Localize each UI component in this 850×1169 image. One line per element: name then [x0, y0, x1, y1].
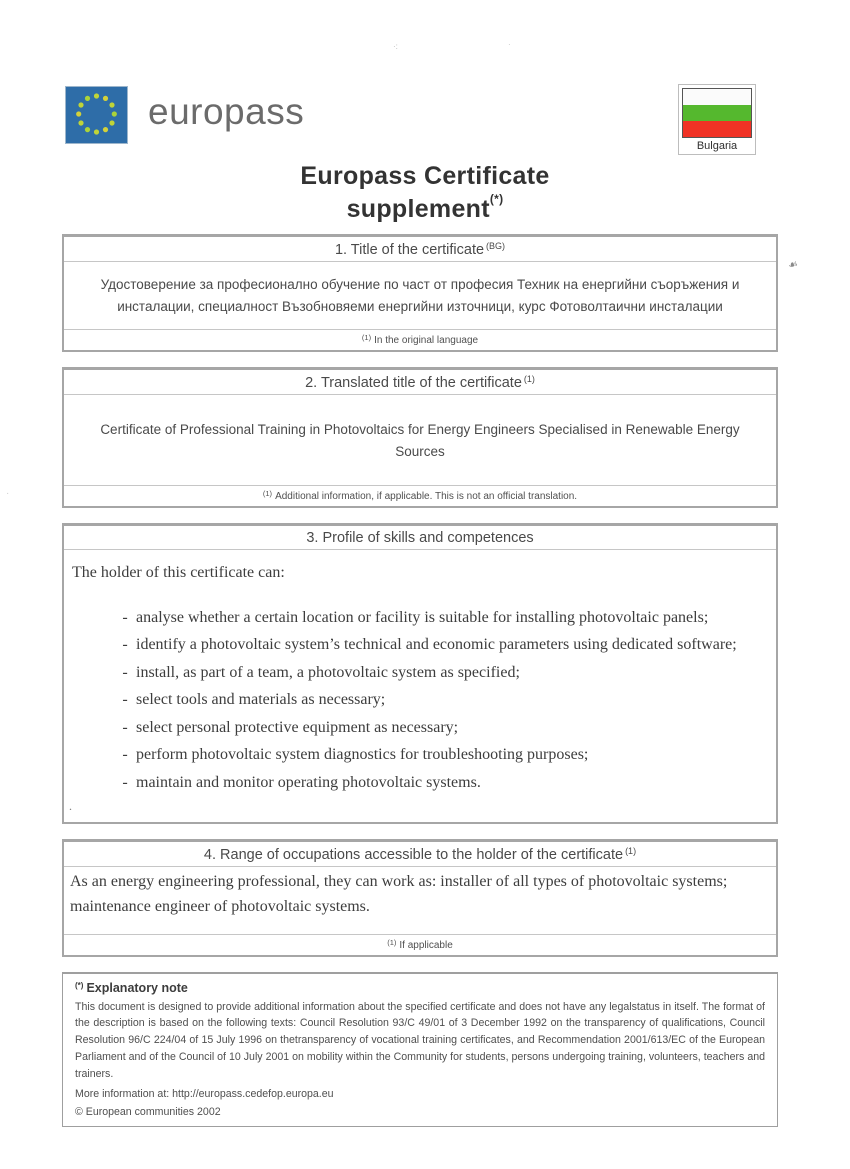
- country-flag-block: [678, 84, 756, 155]
- eu-stars-icon: [65, 86, 128, 144]
- copyright-line: © European communities 2002: [75, 1106, 221, 1119]
- section-1-header-sup: (BG): [486, 241, 506, 251]
- bulgaria-flag-icon: [682, 88, 752, 138]
- scan-artifact: ☙: [786, 258, 800, 272]
- section-2-footnote: $^{(1)}$ Additional information, if applicable. This is not an official translation.: [64, 485, 776, 506]
- skill-item: - select tools and materials as necessary;: [122, 691, 386, 709]
- explanatory-note-body: This document is designed to provide additional information about the specified certificate and does not have any legalstatus in itself. The format of the description is based on the following texts: Council Resolution 93/C 49/01 of 3 December 1992 on the transparency of qualifications, Council Resolution 96/C 224/04 of 15 July 1996 on thetransparency of vocational training certificates, and Recommendation 2001/613/EC of the European Parliament and of the Council of 10 July 2001 on mobility within the Community for students, persons undergoing training, volunteers, teachers and trainers.: [75, 1000, 765, 1080]
- section-4-header-sup: (1): [625, 846, 637, 857]
- scan-artifact: ·: [6, 488, 10, 499]
- section-1-content: Удостоверение за професионално обучение по част от професия Техник на енергийни съоръжения и инсталации, специалност Възобновяеми енергийни източници, курс Фотоволтаични инсталации: [100, 277, 740, 315]
- skills-intro: The holder of this certificate can:: [72, 563, 285, 581]
- flag-stripe-white: [683, 89, 751, 105]
- document-title: [0, 160, 850, 225]
- section-4-header: 4. Range of occupations accessible to the holder of the certificate $^{(1)}$: [64, 842, 776, 867]
- scan-artifact: ·:: [393, 42, 398, 51]
- section-2-header: 2. Translated title of the certificate $^{(1)}$: [64, 370, 776, 395]
- sections-container: [62, 234, 778, 1127]
- section-3-content: [64, 550, 776, 823]
- section-4-range-of-occupations: [62, 839, 778, 957]
- section-3-skills-profile: [62, 523, 778, 825]
- section-4-content: As an energy engineering professional, they can work as: installer of all types of photovoltaic systems; maintenance engineer of photovoltaic systems.: [70, 873, 728, 915]
- skill-item: - perform photovoltaic system diagnostics for troubleshooting purposes;: [122, 746, 589, 764]
- skill-item: - analyse whether a certain location or facility is suitable for installing photovoltaic panels;: [122, 608, 709, 626]
- header-row: [0, 84, 850, 164]
- explanatory-note-heading: (*) Explanatory note: [75, 980, 188, 995]
- scan-artifact: ·: [508, 40, 511, 49]
- more-information-line: More information at: http://europass.cedefop.europa.eu: [75, 1088, 334, 1101]
- title-footnote-marker: (*): [489, 192, 504, 206]
- section-2-translated-title: [62, 367, 778, 508]
- document-title-line2: supplement(*): [346, 192, 504, 223]
- skill-item: - install, as part of a team, a photovoltaic system as specified;: [122, 663, 520, 681]
- section-1-header: 1. Title of the certificate $^{(BG)}$: [64, 237, 776, 262]
- section-1-title-of-certificate: [62, 234, 778, 352]
- europass-logo: [65, 86, 304, 144]
- explanatory-note-box: [62, 972, 778, 1128]
- section-1-footnote: $^{(1)}$ In the original language: [64, 329, 776, 350]
- skills-list: [72, 604, 760, 797]
- flag-stripe-green: [683, 105, 751, 121]
- section-3-header: 3. Profile of skills and competences: [64, 526, 776, 550]
- flag-stripe-red: [683, 121, 751, 137]
- section-2-header-sup: (1): [523, 373, 535, 384]
- scan-artifact: .: [69, 799, 72, 814]
- eu-flag-icon: [65, 86, 128, 144]
- skill-item: - identify a photovoltaic system’s technical and economic parameters using dedicated software;: [122, 636, 737, 654]
- document-title-line1: Europass Certificate: [300, 162, 550, 190]
- europass-wordmark: europass: [148, 91, 305, 132]
- section-4-footnote: $^{(1)}$ If applicable: [64, 934, 776, 955]
- skill-item: - select personal protective equipment as necessary;: [122, 718, 459, 736]
- skill-item: - maintain and monitor operating photovoltaic systems.: [122, 773, 481, 791]
- section-2-content: Certificate of Professional Training in Photovoltaics for Energy Engineers Specialised in Renewable Energy Sources: [100, 421, 740, 459]
- country-label: Bulgaria: [696, 140, 738, 152]
